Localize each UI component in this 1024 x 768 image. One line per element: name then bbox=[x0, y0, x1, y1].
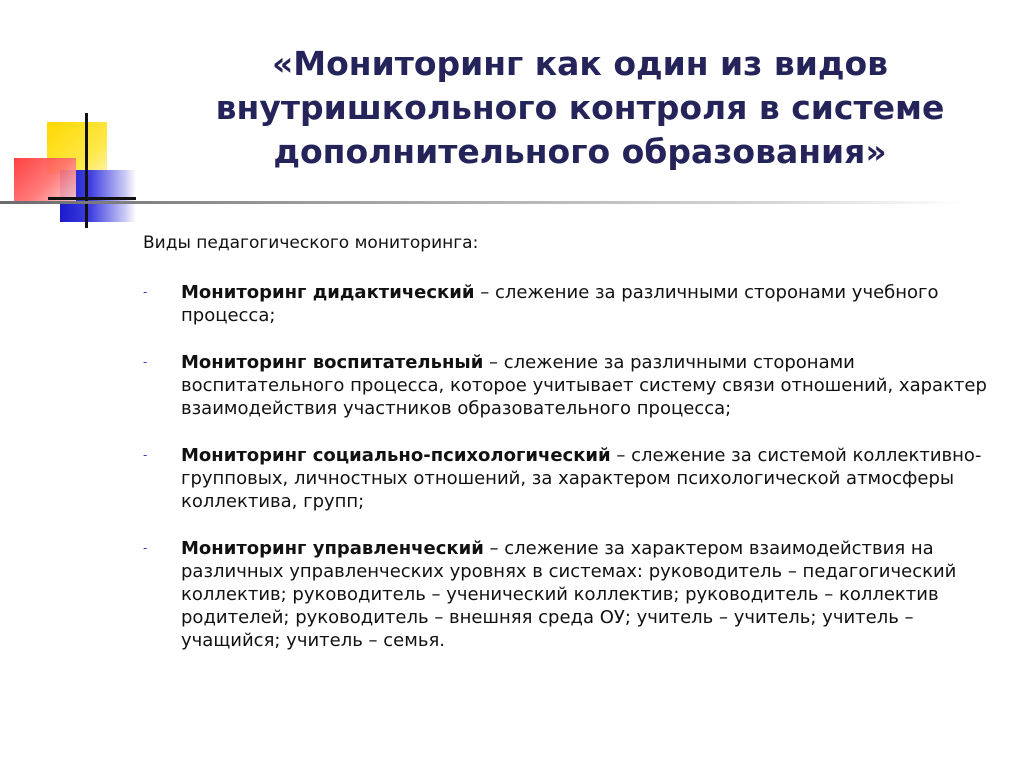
item-term: Мониторинг дидактический bbox=[181, 282, 475, 303]
list-item-didactic bbox=[143, 281, 1008, 327]
item-description: – слежение за характером взаимодействия на различных управленческих уровнях в системах: руководитель – педагогический коллектив; руководитель – ученический коллектив; руководитель – коллектив родителей; руководитель – внешняя среда ОУ; учитель – учитель; учитель – учащийся; учитель – семья. bbox=[181, 538, 957, 651]
decorative-logo bbox=[0, 0, 140, 240]
logo-red-square bbox=[14, 158, 76, 202]
bullet-marker: - bbox=[143, 448, 148, 462]
item-description: – слежение за различными сторонами воспитательного процесса, которое учитывает систему связи отношений, характер взаимодействия участников образовательного процесса; bbox=[181, 352, 987, 419]
title-divider bbox=[0, 201, 965, 204]
item-description: – слежение за системой коллективно-групповых, личностных отношений, за характером психологической атмосферы коллектива, групп; bbox=[181, 445, 982, 512]
logo-horizontal-line bbox=[48, 197, 136, 200]
bullet-marker: - bbox=[143, 541, 148, 555]
item-description: – слежение за различными сторонами учебного процесса; bbox=[181, 282, 939, 326]
slide-body bbox=[143, 232, 1008, 676]
item-term: Мониторинг управленческий bbox=[181, 538, 484, 559]
bullet-marker: - bbox=[143, 355, 148, 369]
list-item-managerial bbox=[143, 537, 1008, 652]
bullet-marker: - bbox=[143, 285, 148, 299]
slide-title: «Мониторинг как один из видов внутришкольного контроля в системе дополнительного образования» bbox=[215, 44, 945, 171]
item-term: Мониторинг воспитательный bbox=[181, 352, 484, 373]
logo-vertical-line bbox=[85, 113, 88, 228]
list-item-educational bbox=[143, 351, 1008, 420]
item-term: Мониторинг социально-психологический bbox=[181, 445, 611, 466]
intro-text: Виды педагогического мониторинга: bbox=[143, 233, 479, 253]
list-item-socio-psychological bbox=[143, 444, 1008, 513]
